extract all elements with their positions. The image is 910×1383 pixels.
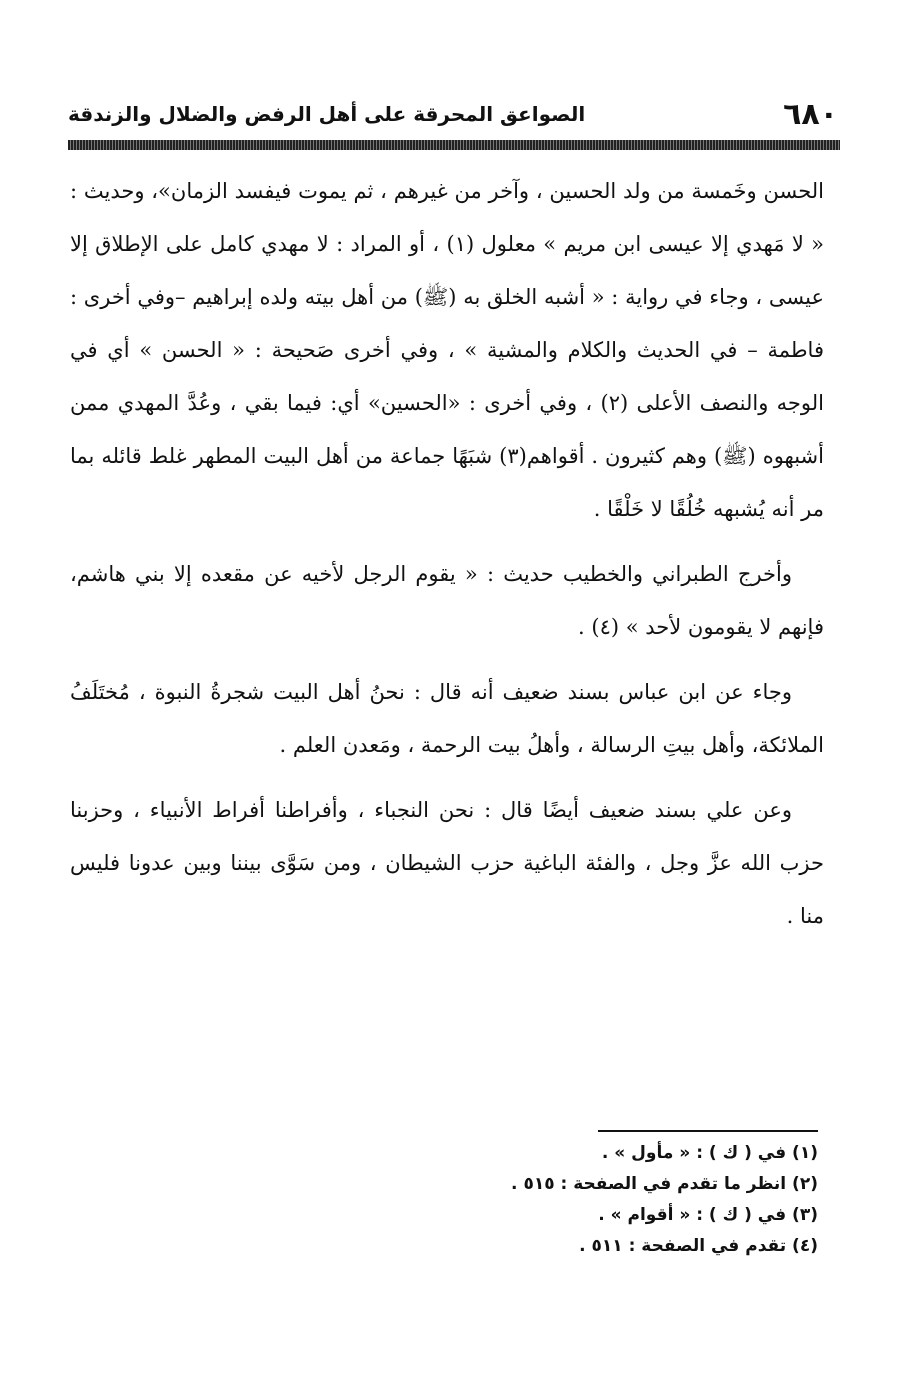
footnote: (٤) تقدم في الصفحة : ٥١١ . [579, 1236, 818, 1256]
header-rule [68, 140, 840, 150]
footnote: (٢) انظر ما تقدم في الصفحة : ٥١٥ . [511, 1174, 818, 1194]
footnote-separator [598, 1130, 818, 1132]
running-title: الصواعق المحرقة على أهل الرفض والضلال والزندقة [68, 102, 586, 126]
footnotes [300, 1138, 818, 1262]
paragraph: الحسن وخَمسة من ولد الحسين ، وآخر من غيرهم ، ثم يموت فيفسد الزمان»، وحديث : « لا مَهدي إلا عيسى ابن مريم » معلول (١) ، أو المراد : لا مهدي كامل على الإطلاق إلا عيسى ، وجاء في رواية : « أشبه الخلق به (ﷺ) من أهل بيته ولده إبراهيم –وفي أخرى : فاطمة – في الحديث والكلام والمشية » ، وفي أخرى صَحيحة : « الحسن » أي في الوجه والنصف الأعلى (٢) ، وفي أخرى : «الحسين» أي: فيما بقي ، وعُدَّ المهدي ممن أشبهوه (ﷺ) وهم كثيرون . أقواهم(٣) شبَهًا جماعة من أهل البيت المطهر غلط قائله بما مر أنه يُشبهه خُلُقًا لا خَلْقًا . [70, 179, 824, 521]
paragraph: وعن علي بسند ضعيف أيضًا قال : نحن النجباء ، وأفراطنا أفراط الأنبياء ، وحزبنا حزب الله عزَّ وجل ، والفئة الباغية حزب الشيطان ، ومن سَوَّى بيننا وبين عدونا فليس منا . [70, 798, 824, 928]
main-text [70, 165, 824, 943]
paragraph: وجاء عن ابن عباس بسند ضعيف أنه قال : نحنُ أهل البيت شجرةُ النبوة ، مُختَلَفُ الملائكة، وأهل بيتِ الرسالة ، وأهلُ بيت الرحمة ، ومَعدن العلم . [70, 680, 824, 757]
page-number: ٦٨٠ [783, 96, 838, 132]
paragraph: وأخرج الطبراني والخطيب حديث : « يقوم الرجل لأخيه عن مقعده إلا بني هاشم، فإنهم لا يقومون لأحد » (٤) . [70, 562, 824, 639]
footnote: (١) في ( ك ) : « مأول » . [601, 1143, 818, 1163]
footnote: (٣) في ( ك ) : « أقوام » . [598, 1205, 818, 1225]
page-header [68, 98, 838, 130]
